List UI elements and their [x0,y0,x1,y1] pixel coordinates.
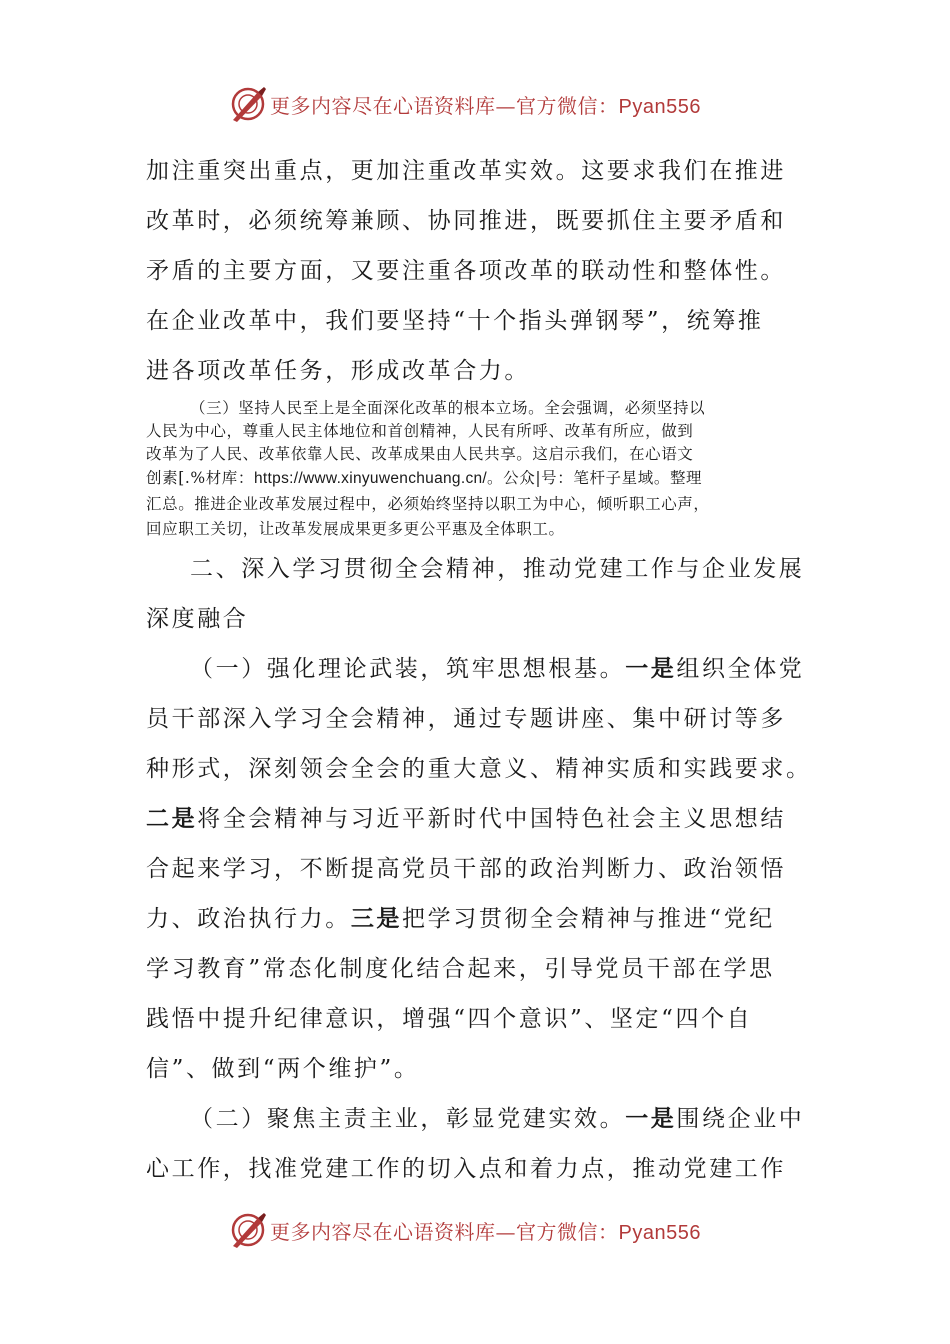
banner-text: 更多内容尽在心语资料库—官方微信：Pyan556 [270,94,701,118]
section-heading: 二、深入学习贯彻全会精神，推动党建工作与企业发展 [190,556,805,582]
text-line: 合起来学习，不断提高党员干部的政治判断力、政治领悟 [146,856,786,882]
text-line: 在企业改革中，我们要坚持“十个指头弹钢琴”，统筹推 [146,308,764,334]
small-text-line: 人民为中心，尊重人民主体地位和首创精神，人民有所呼、改革有所应，做到 [146,422,694,440]
wechat-id: Pyan556 [618,1222,701,1244]
source-url[interactable]: https://www.xinyuwenchuang.cn/ [254,470,488,487]
text-line: 二是将全会精神与习近平新时代中国特色社会主义思想结 [146,806,787,832]
text-line: 种形式，深刻领会全会的重大意义、精神实质和实践要求。 [146,756,812,782]
pen-logo-icon [228,1210,268,1250]
text-line: 加注重突出重点，更加注重改革实效。这要求我们在推进 [146,158,786,184]
wechat-id: Pyan556 [618,96,701,118]
small-text-line: 汇总。推进企业改革发展过程中，必须始终坚持以职工为中心，倾听职工心声， [146,495,710,513]
text-line: 信”、做到“两个维护”。 [146,1056,420,1082]
section-heading: 深度融合 [146,606,249,632]
text-line: （一）强化理论武装，筑牢思想根基。一是组织全体党 [190,656,805,682]
banner-text: 更多内容尽在心语资料库—官方微信：Pyan556 [270,1220,701,1244]
text-line: 员干部深入学习全会精神，通过专题讲座、集中研讨等多 [146,706,786,732]
text-line: 矛盾的主要方面，又要注重各项改革的联动性和整体性。 [146,258,786,284]
small-text-line: （三）坚持人民至上是全面深化改革的根本立场。全会强调，必须坚持以 [190,399,706,417]
header-banner [0,82,950,126]
text-line: 心工作，找准党建工作的切入点和着力点，推动党建工作 [146,1156,786,1182]
text-line: 进各项改革任务，形成改革合力。 [146,358,530,384]
text-line: 学习教育”常态化制度化结合起来，引导党员干部在学思 [146,956,775,982]
small-text-line: 回应职工关切，让改革发展成果更多更公平惠及全体职工。 [146,520,565,538]
footer-banner [0,1208,950,1252]
small-text-line: 创素[.%材库：https://www.xinyuwenchuang.cn/。公众|号：笔杆子星域。整理 [146,469,703,487]
text-line: 改革时，必须统筹兼顾、协同推进，既要抓住主要矛盾和 [146,208,786,234]
text-line: （二）聚焦主责主业，彰显党建实效。一是围绕企业中 [190,1106,805,1132]
small-text-line: 改革为了人民、改革依靠人民、改革成果由人民共享。这启示我们，在心语文 [146,445,694,463]
text-line: 力、政治执行力。三是把学习贯彻全会精神与推进“党纪 [146,906,775,932]
text-line: 践悟中提升纪律意识，增强“四个意识”、坚定“四个自 [146,1006,753,1032]
pen-logo-icon [228,84,268,124]
